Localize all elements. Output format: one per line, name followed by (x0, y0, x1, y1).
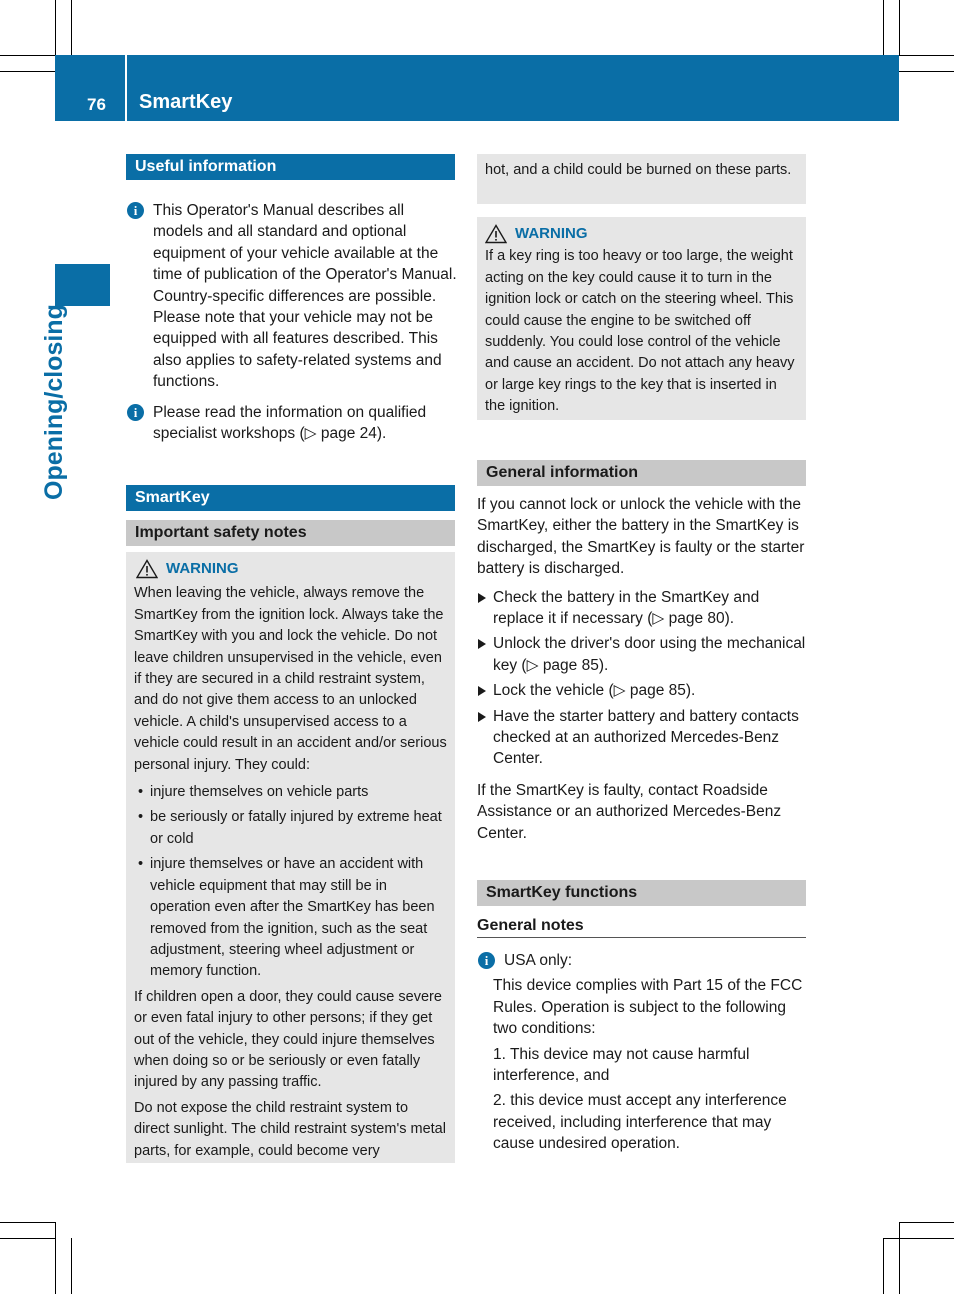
list-item: • be seriously or fatally injured by extreme heat or cold (134, 807, 447, 850)
warning-box-continued (477, 154, 806, 204)
smartkey-functions-heading: SmartKey functions (477, 880, 806, 906)
info-note-text: Please read the information on qualified specialist workshops (▷ page 24). (153, 404, 427, 443)
crop-mark (899, 71, 954, 72)
crop-mark (71, 1238, 72, 1294)
general-notes-heading: General notes (477, 917, 806, 938)
fcc-text: This device complies with Part 15 of the FCC Rules. Operation is subject to the following two conditions: (493, 977, 803, 1038)
warning-box (477, 217, 806, 420)
warning-triangle-icon (136, 559, 158, 579)
crop-mark (71, 0, 72, 55)
fcc-note (477, 950, 809, 1155)
page-number: 76 (87, 95, 106, 114)
header-divider (125, 55, 127, 121)
warning-text: When leaving the vehicle, always remove the SmartKey from the ignition lock. Always take the SmartKey with you and lock the vehicle. Do not leave children unsupervised in the vehicle, even if they are secured in a child restraint system, and do not give them access to an unlocked vehicle. A child's unsupervised access to a vehicle could result in an accident and/or serious personal injury. They could: (134, 585, 447, 773)
crop-mark (0, 1238, 55, 1239)
warning-text: If a key ring is too heavy or too large, the weight acting on the key could cause it to turn in the ignition lock or catch on the steering wheel. This could cause the engine to be switched off suddenly. You could lose control of the vehicle and cause an accident. Do not attach any heavy or large key rings to the key that is inserted in the ignition. (485, 248, 795, 415)
crop-mark (899, 1222, 900, 1294)
list-item: Check the battery in the SmartKey and replace it if necessary (▷ page 80). (477, 587, 809, 630)
page-header (55, 55, 899, 121)
arrow-right-icon (478, 712, 486, 722)
info-note-text: This Operator's Manual describes all models and all standard and optional equipment of your vehicle available at the time of publication of the Operator's Manual. Country-specific differences are possible. Please note that your vehicle may not be equipped with all features described. This also applies to safety-related systems and functions. (153, 202, 457, 391)
crop-mark (0, 1222, 55, 1223)
info-note (126, 402, 458, 445)
crop-mark (0, 71, 55, 72)
info-note (477, 950, 809, 971)
info-icon: i (127, 404, 144, 421)
warning-continued-text: hot, and a child could be burned on these parts. (485, 162, 792, 178)
page-title: SmartKey (139, 91, 233, 113)
fcc-condition-2: 2. this device must accept any interference received, including interference that may cause undesired operation. (493, 1092, 787, 1153)
info-icon: i (478, 952, 495, 969)
arrow-right-icon (478, 639, 486, 649)
warning-header (485, 223, 798, 244)
usa-only-label: USA only: (504, 952, 573, 969)
safety-notes-heading: Important safety notes (126, 520, 455, 546)
crop-mark (55, 1222, 56, 1294)
arrow-right-icon (478, 593, 486, 603)
hazard-list (134, 782, 447, 983)
useful-information-heading: Useful information (126, 154, 455, 180)
crop-mark (55, 0, 56, 55)
crop-mark (883, 0, 884, 55)
general-information-body (477, 494, 809, 844)
list-item: • injure themselves or have an accident with vehicle equipment that may still be in operation even after the SmartKey has been removed from the ignition, such as the seat adjustment, steering wheel adjustment or memory function. (134, 854, 447, 982)
list-item: Have the starter battery and battery contacts checked at an authorized Mercedes-Benz Center. (477, 706, 809, 770)
fcc-condition-1: 1. This device may not cause harmful interference, and (493, 1045, 750, 1085)
warning-header (136, 558, 447, 579)
list-item: Unlock the driver's door using the mechanical key (▷ page 85). (477, 633, 809, 676)
crop-mark (899, 55, 954, 56)
warning-paragraph: Do not expose the child restraint system to direct sunlight. The child restraint system's metal parts, for example, could become very (134, 1099, 446, 1159)
info-icon: i (127, 202, 144, 219)
arrow-right-icon (478, 686, 486, 696)
warning-box (126, 552, 455, 1163)
list-item: Lock the vehicle (▷ page 85). (477, 680, 809, 701)
crop-mark (883, 1238, 884, 1294)
crop-mark (0, 55, 55, 56)
general-information-heading: General information (477, 460, 806, 486)
crop-mark (899, 1222, 954, 1223)
crop-mark (883, 1238, 954, 1239)
smartkey-heading: SmartKey (126, 485, 455, 511)
warning-triangle-icon (485, 224, 507, 244)
general-intro: If you cannot lock or unlock the vehicle with the SmartKey, either the battery in the SmartKey is discharged, the SmartKey is faulty or the starter battery is discharged. (477, 496, 805, 578)
faulty-smartkey-text: If the SmartKey is faulty, contact Roadside Assistance or an authorized Mercedes-Benz Center. (477, 781, 782, 842)
list-item: • injure themselves on vehicle parts (134, 782, 447, 803)
info-note (126, 200, 458, 393)
crop-mark (899, 0, 900, 55)
warning-paragraph: If children open a door, they could cause severe or even fatal injury to other persons; if they get out of the vehicle, they could injure themselves when doing so or be seriously or even fatally injured by any passing traffic. (134, 988, 442, 1091)
side-section-label: Opening/closing (40, 304, 68, 500)
side-tab (55, 264, 110, 306)
warning-label: WARNING (515, 225, 588, 242)
warning-label: WARNING (166, 560, 239, 577)
